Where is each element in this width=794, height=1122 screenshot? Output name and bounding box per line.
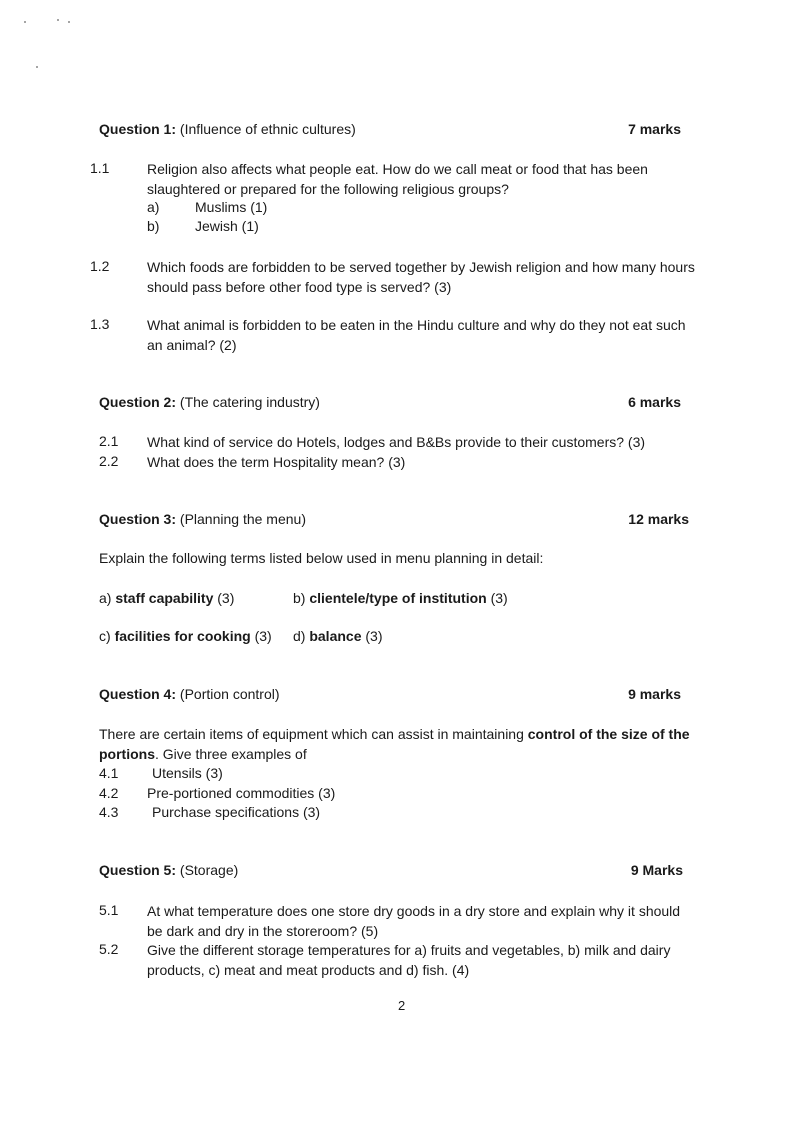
question-4-title: Question 4: xyxy=(99,686,177,702)
term-item xyxy=(293,590,508,606)
item-text: Purchase specifications (3) xyxy=(152,804,321,820)
term-item xyxy=(293,628,383,644)
item-number: 4.1 xyxy=(99,765,119,781)
item-text: Utensils (3) xyxy=(152,765,223,781)
item-text: What animal is forbidden to be eaten in the Hindu culture and why do they not eat such an animal? (2) xyxy=(147,317,686,353)
question-3-title: Question 3: xyxy=(99,511,177,527)
question-1-topic: (Influence of ethnic cultures) xyxy=(179,121,356,137)
scan-speck xyxy=(36,66,38,68)
item-text: Give the different storage temperatures for a) fruits and vegetables, b) milk and dairy products, c) meat and meat products and d) fish. (4) xyxy=(147,942,671,978)
item-text: Pre-portioned commodities (3) xyxy=(147,785,336,801)
item-text: What does the term Hospitality mean? (3) xyxy=(147,454,406,470)
item-number: 2.2 xyxy=(99,453,119,469)
item-number: 4.2 xyxy=(99,785,119,801)
question-5-topic: (Storage) xyxy=(179,862,239,878)
scan-speck xyxy=(24,21,26,23)
intro-text: There are certain items of equipment which can assist in maintaining xyxy=(99,726,524,742)
sub-item-text: Muslims (1) xyxy=(195,199,268,215)
question-1-marks: 7 marks xyxy=(628,121,681,137)
question-4-marks: 9 marks xyxy=(628,686,681,702)
item-text: Which foods are forbidden to be served together by Jewish religion and how many hours should pass before other food type is served? (3) xyxy=(147,259,695,295)
term-name: balance xyxy=(309,628,362,644)
question-2-marks: 6 marks xyxy=(628,394,681,410)
intro-emphasis: control of the size of the portions xyxy=(99,726,690,762)
term-marks: (3) xyxy=(254,628,272,644)
item-number: 5.2 xyxy=(99,941,119,957)
term-marks: (3) xyxy=(490,590,508,606)
sub-item-label: b) xyxy=(147,218,160,234)
page-number: 2 xyxy=(398,998,406,1013)
question-3-intro: Explain the following terms listed below used in menu planning in detail: xyxy=(99,550,544,566)
scan-speck xyxy=(57,19,59,21)
term-marks: (3) xyxy=(365,628,383,644)
item-text: Religion also affects what people eat. How do we call meat or food that has been slaughtered or prepared for the following religious groups? xyxy=(147,161,648,197)
term-prefix: b) xyxy=(293,590,306,606)
term-name: facilities for cooking xyxy=(114,628,251,644)
item-number: 1.2 xyxy=(90,258,110,274)
question-4-intro xyxy=(99,725,699,764)
question-1-heading xyxy=(99,121,356,137)
term-prefix: d) xyxy=(293,628,306,644)
question-3-topic: (Planning the menu) xyxy=(179,511,306,527)
question-3-heading xyxy=(99,511,306,527)
question-2-title: Question 2: xyxy=(99,394,177,410)
question-5-title: Question 5: xyxy=(99,862,177,878)
term-item xyxy=(99,628,272,644)
sub-item-label: a) xyxy=(147,199,160,215)
question-4-heading xyxy=(99,686,280,702)
question-2-topic: (The catering industry) xyxy=(179,394,320,410)
item-number: 2.1 xyxy=(99,433,119,449)
question-4-topic: (Portion control) xyxy=(179,686,280,702)
question-3-marks: 12 marks xyxy=(628,511,689,527)
term-name: staff capability xyxy=(115,590,214,606)
item-number: 5.1 xyxy=(99,902,119,918)
term-prefix: a) xyxy=(99,590,112,606)
term-prefix: c) xyxy=(99,628,111,644)
question-5-marks: 9 Marks xyxy=(630,862,683,878)
item-number: 1.1 xyxy=(90,160,110,176)
sub-item-text: Jewish (1) xyxy=(195,218,259,234)
item-number: 4.3 xyxy=(99,804,119,820)
question-2-heading xyxy=(99,394,320,410)
scan-speck xyxy=(68,21,70,23)
item-text: What kind of service do Hotels, lodges and B&Bs provide to their customers? (3) xyxy=(147,434,646,450)
question-5-heading xyxy=(99,862,238,878)
item-text: At what temperature does one store dry goods in a dry store and explain why it should be dark and dry in the storeroom? (5) xyxy=(147,903,681,939)
question-1-title: Question 1: xyxy=(99,121,177,137)
term-marks: (3) xyxy=(217,590,235,606)
term-name: clientele/type of institution xyxy=(309,590,487,606)
item-number: 1.3 xyxy=(90,316,110,332)
intro-text: . Give three examples of xyxy=(155,745,307,762)
term-item xyxy=(99,590,234,606)
